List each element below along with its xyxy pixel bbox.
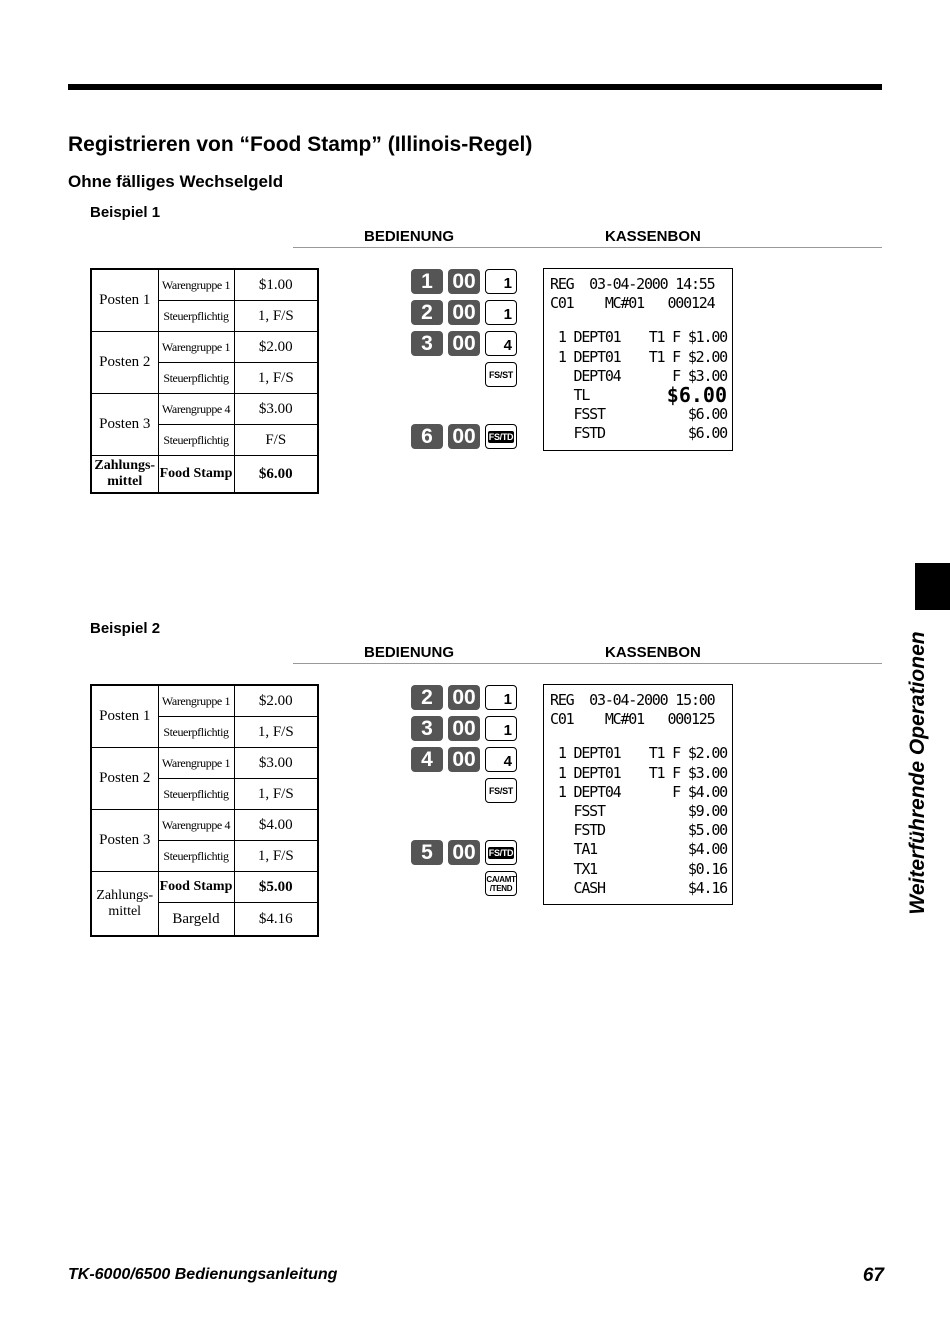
double-zero-key[interactable]: 00 xyxy=(448,716,480,741)
payment-label: Zahlungs- mittel xyxy=(91,456,158,494)
double-zero-key[interactable]: 00 xyxy=(448,331,480,356)
payment-method: Food Stamp xyxy=(158,872,234,903)
receipt-line-amount: $5.00 xyxy=(687,821,727,840)
key-row xyxy=(408,778,520,809)
item-label: Posten 2 xyxy=(91,332,158,394)
dept-value: $3.00 xyxy=(234,394,318,425)
receipt-line-text: DEPT04 xyxy=(550,366,621,385)
tax-value: 1, F/S xyxy=(234,301,318,332)
key-row xyxy=(408,331,520,362)
example-2-items-table xyxy=(90,684,319,937)
example-2-receipt-heading: KASSENBON xyxy=(605,644,701,661)
receipt-line-text: FSST xyxy=(550,802,605,821)
receipt-line xyxy=(550,710,727,729)
number-key[interactable]: 6 xyxy=(411,424,443,449)
table-row xyxy=(91,810,318,841)
key-row xyxy=(408,871,520,902)
number-key[interactable]: 2 xyxy=(411,300,443,325)
payment-amount: $4.16 xyxy=(234,903,318,937)
dept-label: Warengruppe 1 xyxy=(158,332,234,363)
receipt-line-amount: $6.00 xyxy=(687,405,727,424)
receipt-line xyxy=(550,783,727,802)
number-key[interactable]: 3 xyxy=(411,716,443,741)
fs-subtotal-key[interactable]: FS/ST xyxy=(485,778,517,803)
receipt-line-text: REG 03-04-2000 14:55 xyxy=(550,275,715,293)
fs-tender-key-label: FS/TD xyxy=(488,847,514,858)
dept-label: Warengruppe 1 xyxy=(158,269,234,301)
key-row-blank xyxy=(408,809,520,840)
example-1-receipt-heading: KASSENBON xyxy=(605,228,701,245)
item-label: Posten 2 xyxy=(91,748,158,810)
table-row xyxy=(91,748,318,779)
key-row-blank xyxy=(408,393,520,424)
double-zero-key[interactable]: 00 xyxy=(448,424,480,449)
receipt-line xyxy=(550,405,727,424)
key-row xyxy=(408,685,520,716)
department-key[interactable]: 1 xyxy=(485,269,517,294)
department-key[interactable]: 1 xyxy=(485,685,517,710)
chapter-tab-marker xyxy=(915,563,950,610)
example-1-label: Beispiel 1 xyxy=(90,204,161,221)
receipt-line xyxy=(550,294,727,313)
item-label: Posten 1 xyxy=(91,269,158,332)
payment-label: Zahlungs- mittel xyxy=(91,872,158,937)
receipt-line-text: 1 DEPT01 xyxy=(550,347,621,366)
number-key[interactable]: 2 xyxy=(411,685,443,710)
dept-label: Warengruppe 4 xyxy=(158,810,234,841)
receipt-line xyxy=(550,348,727,367)
receipt-line xyxy=(550,879,727,898)
receipt-line-text: REG 03-04-2000 15:00 xyxy=(550,691,715,709)
number-key[interactable]: 4 xyxy=(411,747,443,772)
tax-label: Steuerpflichtig xyxy=(158,363,234,394)
receipt-line-text: FSTD xyxy=(550,821,605,840)
page-title: Registrieren von “Food Stamp” (Illinois-Regel) xyxy=(68,133,533,156)
receipt-line-text: 1 DEPT01 xyxy=(550,328,621,347)
receipt-line-amount: T1 F $2.00 xyxy=(648,347,727,366)
key-row xyxy=(408,747,520,778)
example-1-heading-rule xyxy=(293,247,882,248)
receipt-line-text: C01 MC#01 000125 xyxy=(550,710,715,729)
receipt-line-text: FSST xyxy=(550,405,605,424)
tax-label: Steuerpflichtig xyxy=(158,301,234,332)
receipt-line-text: TA1 xyxy=(550,840,597,859)
dept-label: Warengruppe 4 xyxy=(158,394,234,425)
dept-value: $3.00 xyxy=(234,748,318,779)
double-zero-key[interactable]: 00 xyxy=(448,747,480,772)
table-row xyxy=(91,456,318,494)
receipt-line-text: TL xyxy=(550,386,590,405)
number-key[interactable]: 3 xyxy=(411,331,443,356)
key-row xyxy=(408,716,520,747)
receipt-line xyxy=(550,840,727,859)
receipt-line-text: C01 MC#01 000124 xyxy=(550,294,715,313)
receipt-line-text: FSTD xyxy=(550,424,605,443)
tax-value: F/S xyxy=(234,425,318,456)
fs-tender-key[interactable] xyxy=(485,424,517,449)
top-rule xyxy=(68,84,882,90)
example-1-operation-heading: BEDIENUNG xyxy=(364,228,455,245)
tax-label: Steuerpflichtig xyxy=(158,425,234,456)
double-zero-key[interactable]: 00 xyxy=(448,269,480,294)
table-row xyxy=(91,685,318,717)
key-row xyxy=(408,300,520,331)
receipt-line xyxy=(550,821,727,840)
dept-value: $2.00 xyxy=(234,332,318,363)
receipt-total-line xyxy=(550,383,727,408)
number-key[interactable]: 5 xyxy=(411,840,443,865)
example-1-key-sequence xyxy=(408,269,520,455)
cash-amount-tender-key[interactable]: CA/AMT /TEND xyxy=(485,871,517,896)
payment-method: Food Stamp xyxy=(158,456,234,494)
key-row xyxy=(408,362,520,393)
key-row xyxy=(408,424,520,455)
department-key[interactable]: 1 xyxy=(485,300,517,325)
item-label: Posten 1 xyxy=(91,685,158,748)
tax-label: Steuerpflichtig xyxy=(158,779,234,810)
footer-manual-title: TK-6000/6500 Bedienungsanleitung xyxy=(68,1266,338,1283)
tax-label: Steuerpflichtig xyxy=(158,717,234,748)
receipt-line-amount: T1 F $3.00 xyxy=(648,763,727,782)
tax-label: Steuerpflichtig xyxy=(158,841,234,872)
table-row xyxy=(91,332,318,363)
receipt-line-text: 1 DEPT01 xyxy=(550,763,621,782)
receipt-line-amount: $4.16 xyxy=(687,878,727,897)
receipt-line xyxy=(550,275,727,294)
double-zero-key[interactable]: 00 xyxy=(448,840,480,865)
receipt-line-amount: $0.16 xyxy=(687,859,727,878)
example-1-items-table xyxy=(90,268,319,494)
dept-value: $4.00 xyxy=(234,810,318,841)
department-key[interactable]: 1 xyxy=(485,716,517,741)
tax-value: 1, F/S xyxy=(234,779,318,810)
item-label: Posten 3 xyxy=(91,810,158,872)
receipt-line-amount: F $3.00 xyxy=(672,366,727,385)
receipt-line-amount: $9.00 xyxy=(687,802,727,821)
example-2-receipt xyxy=(543,684,733,905)
footer-page-number: 67 xyxy=(862,1265,884,1286)
receipt-line xyxy=(550,802,727,821)
example-2-key-sequence xyxy=(408,685,520,902)
department-key[interactable]: 4 xyxy=(485,747,517,772)
receipt-total-amount: $6.00 xyxy=(666,383,727,408)
dept-value: $2.00 xyxy=(234,685,318,717)
chapter-tab xyxy=(898,620,938,925)
payment-amount: $6.00 xyxy=(234,456,318,494)
receipt-line-amount: T1 F $2.00 xyxy=(648,744,727,763)
chapter-tab-label: Weiterführende Operationen xyxy=(906,630,929,915)
receipt-line xyxy=(550,744,727,763)
payment-amount: $5.00 xyxy=(234,872,318,903)
example-1-receipt xyxy=(543,268,733,451)
table-row xyxy=(91,872,318,903)
receipt-line xyxy=(550,691,727,710)
receipt-line-text: 1 DEPT01 xyxy=(550,744,621,763)
receipt-line-amount: T1 F $1.00 xyxy=(648,328,727,347)
receipt-line-amount: F $4.00 xyxy=(672,782,727,801)
dept-label: Warengruppe 1 xyxy=(158,685,234,717)
tax-value: 1, F/S xyxy=(234,841,318,872)
receipt-line-text: 1 DEPT04 xyxy=(550,782,621,801)
double-zero-key[interactable]: 00 xyxy=(448,300,480,325)
double-zero-key[interactable]: 00 xyxy=(448,685,480,710)
fs-tender-key[interactable] xyxy=(485,840,517,865)
dept-label: Warengruppe 1 xyxy=(158,748,234,779)
receipt-line xyxy=(550,860,727,879)
example-2-operation-heading: BEDIENUNG xyxy=(364,644,455,661)
receipt-line xyxy=(550,764,727,783)
key-row xyxy=(408,840,520,871)
payment-method: Bargeld xyxy=(158,903,234,937)
department-key[interactable]: 4 xyxy=(485,331,517,356)
number-key[interactable]: 1 xyxy=(411,269,443,294)
receipt-line-text: TX1 xyxy=(550,859,597,878)
tax-value: 1, F/S xyxy=(234,363,318,394)
dept-value: $1.00 xyxy=(234,269,318,301)
receipt-line-text: CASH xyxy=(550,878,605,897)
receipt-line-amount: $6.00 xyxy=(687,424,727,443)
section-subtitle: Ohne fälliges Wechselgeld xyxy=(68,172,284,191)
receipt-line-amount: $4.00 xyxy=(687,840,727,859)
fs-tender-key-label: FS/TD xyxy=(488,431,514,442)
table-row xyxy=(91,269,318,301)
item-label: Posten 3 xyxy=(91,394,158,456)
example-2-label: Beispiel 2 xyxy=(90,620,161,637)
example-2-heading-rule xyxy=(293,663,882,664)
fs-subtotal-key[interactable]: FS/ST xyxy=(485,362,517,387)
receipt-line xyxy=(550,424,727,443)
key-row xyxy=(408,269,520,300)
tax-value: 1, F/S xyxy=(234,717,318,748)
table-row xyxy=(91,394,318,425)
receipt-line xyxy=(550,328,727,347)
